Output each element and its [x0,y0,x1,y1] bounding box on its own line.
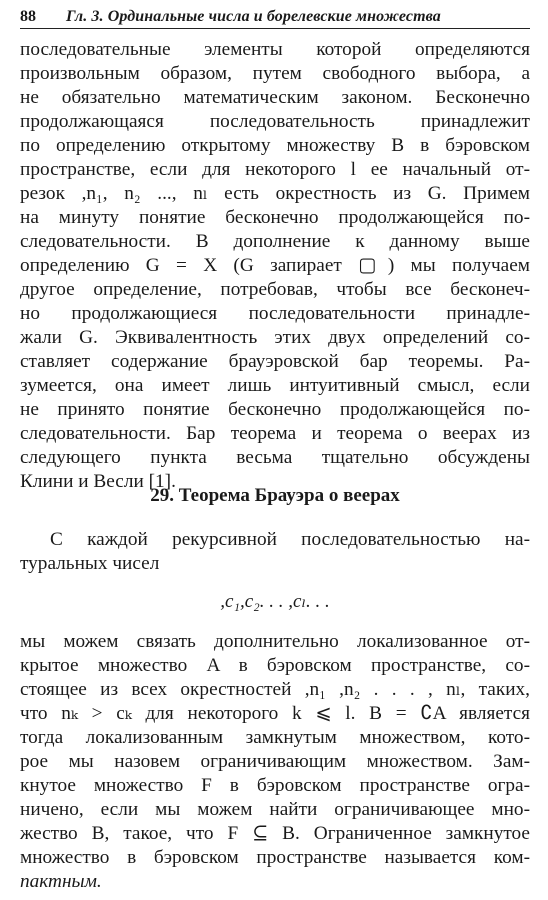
text-line: продолжающаяся последовательность принадлежит [20,111,530,132]
text-line: но продолжающиеся последовательности принадле- [20,303,530,324]
text-line: рое мы назовем ограничивающим множеством. Зам- [20,751,530,772]
text-line: тогда локализованным замкнутым множеством, кото- [20,727,530,748]
text-line: следовательности. В дополнение к данному выше [20,231,530,252]
text-line: следующего пункта весьма тщательно обсуждены [20,447,530,468]
text-line: крытое множество A в бэровском пространстве, со- [20,655,530,676]
display-formula: ,c₁,c₂. . . ,cₗ. . . [220,591,330,612]
text-line: С каждой рекурсивной последовательностью на- [50,529,530,550]
text-line: ставляет содержание брауэровской бар теоремы. Ра- [20,351,530,372]
text-line: Клини и Весли [1]. [20,471,176,492]
running-title: Гл. 3. Ординальные числа и борелевские множества [66,8,441,25]
book-page [20,0,530,900]
text-line: ничено, если мы можем найти ограничивающее мно- [20,799,530,820]
text-line: на минуту понятие бесконечно продолжающейся по- [20,207,530,228]
text-line: определению G = X (G запирает ▢) мы получаем [20,255,530,276]
text-line: пактным. [20,871,102,892]
text-line: что nₖ > cₖ для некоторого k ⩽ l. B = ∁A является [20,703,530,724]
text-line: не обязательно математическим законом. Бесконечно [20,87,530,108]
text-line: последовательные элементы которой определяются [20,39,530,60]
text-line: мы можем связать дополнительно локализованное от- [20,631,530,652]
text-line: по определению открытому множеству B в бэровском [20,135,530,156]
text-line: жали G. Эквивалентность этих двух определений со- [20,327,530,348]
text-line: резок ,n₁, n₂ ..., nₗ есть окрестность из G. Примем [20,183,530,204]
text-line: зумеется, она имеет лишь интуитивный смысл, если [20,375,530,396]
section-heading: 29. Теорема Брауэра о веерах [150,485,400,506]
text-line: стоящее из всех окрестностей ,n₁ ,n₂ . . . , nₗ, таких, [20,679,530,700]
text-line: произвольным образом, путем свободного выбора, а [20,63,530,84]
text-line: не принято понятие бесконечно продолжающейся по- [20,399,530,420]
text-line: следовательности. Бар теорема и теорема о веерах из [20,423,530,444]
text-line: другое определение, потребовав, чтобы все бесконеч- [20,279,530,300]
text-line: туральных чисел [20,553,160,574]
page-number: 88 [20,8,36,25]
text-line: кнутое множество F в бэровском пространстве огра- [20,775,530,796]
text-line: жество B, такое, что F ⊆ B. Ограниченное замкнутое [20,823,530,844]
running-header [20,6,530,29]
text-line: пространстве, если для некоторого l ее начальный от- [20,159,530,180]
text-line: множество в бэровском пространстве называется ком- [20,847,530,868]
